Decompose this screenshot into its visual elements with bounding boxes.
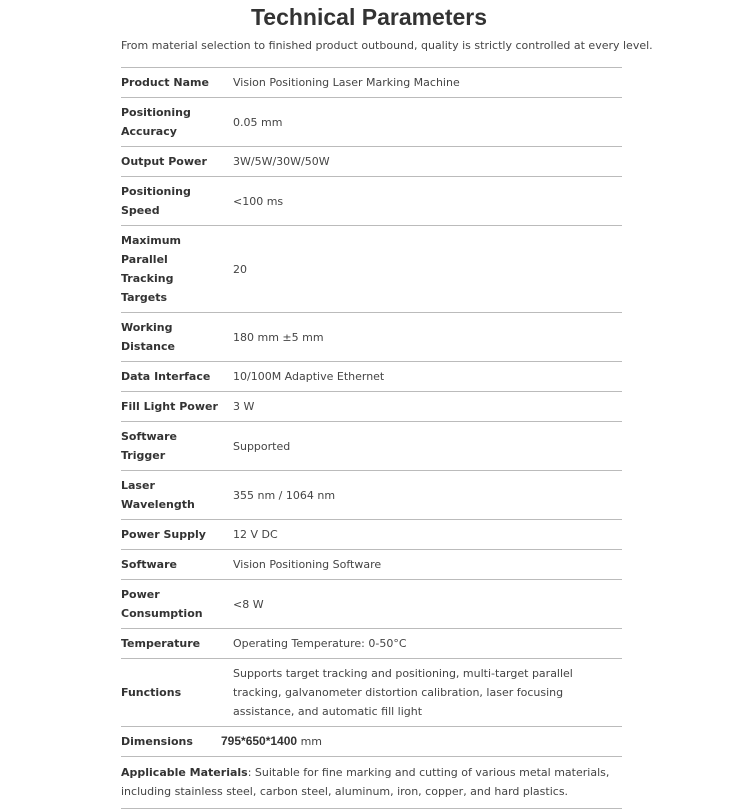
row-value: Supported xyxy=(233,422,622,471)
row-label: Functions xyxy=(121,659,233,727)
materials-label: Applicable Materials xyxy=(121,766,248,779)
row-label: Software Trigger xyxy=(121,422,233,471)
table-row xyxy=(121,68,622,98)
row-value: <8 W xyxy=(233,580,622,629)
row-value: 3 W xyxy=(233,392,622,422)
table-row-dimensions xyxy=(121,727,622,757)
row-value: 12 V DC xyxy=(233,520,622,550)
table-row xyxy=(121,629,622,659)
subtitle: From material selection to finished product outbound, quality is strictly controlled at every level. xyxy=(121,39,653,52)
row-value: Operating Temperature: 0-50°C xyxy=(233,629,622,659)
row-label: Output Power xyxy=(121,147,233,177)
table-row xyxy=(121,362,622,392)
row-label: Power Consumption xyxy=(121,580,233,629)
row-value: Vision Positioning Software xyxy=(233,550,622,580)
table-row xyxy=(121,313,622,362)
row-label: Dimensions xyxy=(121,727,233,757)
row-value: 3W/5W/30W/50W xyxy=(233,147,622,177)
row-value: Supports target tracking and positioning, multi-target parallel tracking, galvanometer distortion calibration, laser focusing assistance, and automatic fill light xyxy=(233,659,622,727)
table-row xyxy=(121,392,622,422)
row-label: Positioning Accuracy xyxy=(121,98,233,147)
row-label: Maximum Parallel Tracking Targets xyxy=(121,226,233,313)
row-value: <100 ms xyxy=(233,177,622,226)
dimensions-value: 795*650*1400 xyxy=(221,734,298,748)
row-value: 355 nm / 1064 nm xyxy=(233,471,622,520)
row-label: Laser Wavelength xyxy=(121,471,233,520)
row-label: Product Name xyxy=(121,68,233,98)
row-label: Fill Light Power xyxy=(121,392,233,422)
table-row-materials xyxy=(121,757,622,809)
table-row xyxy=(121,550,622,580)
row-label: Power Supply xyxy=(121,520,233,550)
row-label: Data Interface xyxy=(121,362,233,392)
materials-text: : Suitable for fine marking and cutting of various metal materials, including stainless steel, carbon steel, aluminum, iron, copper, and hard plastics. xyxy=(121,766,610,798)
table-row xyxy=(121,471,622,520)
table-row xyxy=(121,177,622,226)
row-label: Working Distance xyxy=(121,313,233,362)
table-row xyxy=(121,520,622,550)
table-row xyxy=(121,147,622,177)
table-row xyxy=(121,580,622,629)
row-value: 20 xyxy=(233,226,622,313)
table-row xyxy=(121,659,622,727)
row-value: 0.05 mm xyxy=(233,98,622,147)
parameters-table xyxy=(121,67,622,809)
dimensions-unit: mm xyxy=(300,735,323,748)
row-value: 180 mm ±5 mm xyxy=(233,313,622,362)
row-label: Software xyxy=(121,550,233,580)
table-row xyxy=(121,422,622,471)
page-title: Technical Parameters xyxy=(250,4,488,30)
row-label: Positioning Speed xyxy=(121,177,233,226)
row-value: Vision Positioning Laser Marking Machine xyxy=(233,68,622,98)
table-row xyxy=(121,226,622,313)
table-row xyxy=(121,98,622,147)
row-label: Temperature xyxy=(121,629,233,659)
row-value: 10/100M Adaptive Ethernet xyxy=(233,362,622,392)
